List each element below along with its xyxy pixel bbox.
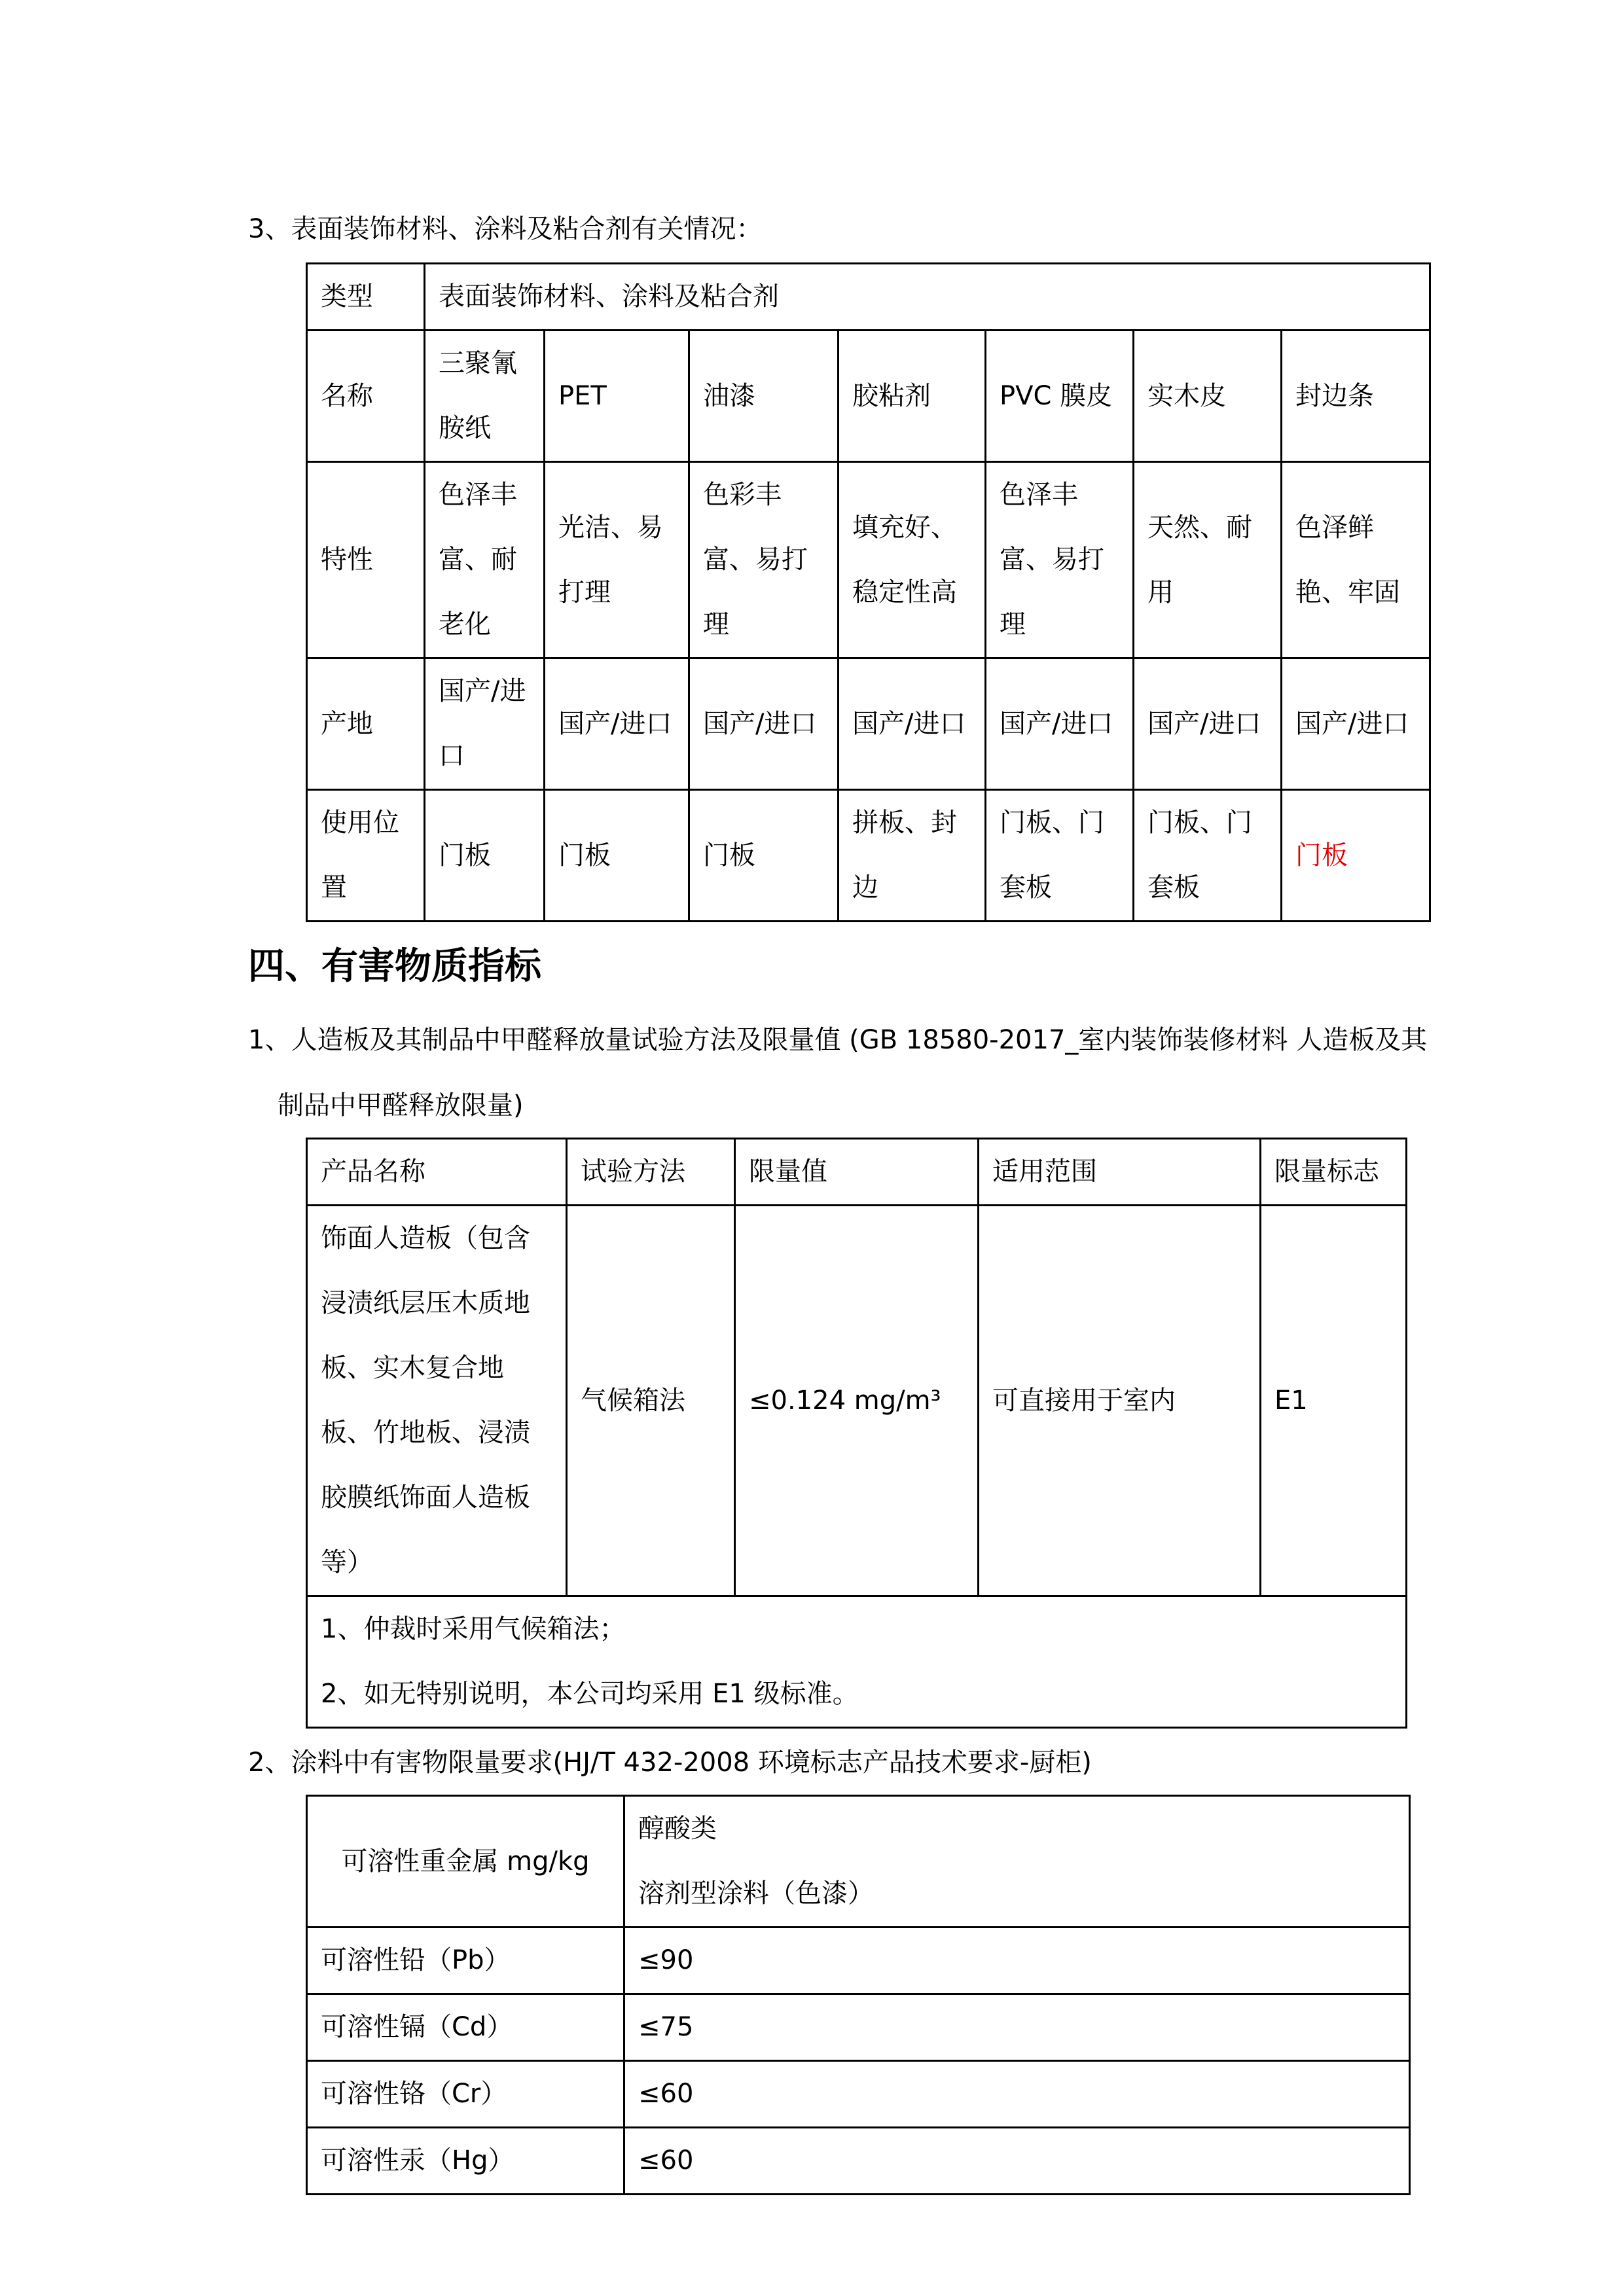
material-usage: 拼板、封边 xyxy=(839,790,986,922)
header-coating-type xyxy=(624,1796,1410,1928)
coating-class: 醇酸类 xyxy=(638,1814,717,1844)
header-row xyxy=(307,1796,1410,1928)
header-row xyxy=(307,1139,1407,1206)
materials-table xyxy=(306,262,1431,922)
material-feature: 天然、耐用 xyxy=(1134,462,1282,658)
type-label: 类型 xyxy=(307,264,425,331)
note-2: 2、如无特别说明，本公司均采用 E1 级标准。 xyxy=(321,1679,859,1709)
item-2-heading: 2、涂料中有害物限量要求(HJ/T 432-2008 环境标志产品技术要求-厨柜) xyxy=(248,1748,1092,1778)
section-3-heading: 3、表面装饰材料、涂料及粘合剂有关情况： xyxy=(248,214,763,244)
name-label: 名称 xyxy=(307,331,425,462)
material-origin: 国产/进口 xyxy=(545,658,689,790)
item-1-heading-cont: 制品中甲醛释放限量) xyxy=(278,1090,524,1121)
material-usage: 门板 xyxy=(545,790,689,922)
table-row xyxy=(307,1928,1410,1994)
header-scope: 适用范围 xyxy=(979,1139,1261,1206)
material-usage: 门板、门套板 xyxy=(1134,790,1282,922)
test-method: 气候箱法 xyxy=(567,1206,735,1596)
coating-subtype: 溶剂型涂料（色漆） xyxy=(638,1878,874,1909)
metal-name: 可溶性铅（Pb） xyxy=(307,1928,624,1994)
metal-name: 可溶性镉（Cd） xyxy=(307,1994,624,2061)
limit-mark: E1 xyxy=(1261,1206,1407,1596)
material-origin: 国产/进口 xyxy=(839,658,986,790)
material-feature: 光洁、易打理 xyxy=(545,462,689,658)
header-product-name: 产品名称 xyxy=(307,1139,567,1206)
material-feature: 色泽鲜艳、牢固 xyxy=(1282,462,1430,658)
material-name: PET xyxy=(545,331,689,462)
metal-limit: ≤75 xyxy=(624,1994,1410,2061)
scope: 可直接用于室内 xyxy=(979,1206,1261,1596)
table-row xyxy=(307,2128,1410,2195)
header-heavy-metal: 可溶性重金属 mg/kg xyxy=(307,1796,624,1928)
material-name: 三聚氰胺纸 xyxy=(425,331,545,462)
feature-label: 特性 xyxy=(307,462,425,658)
metal-limit: ≤90 xyxy=(624,1928,1410,1994)
table-row xyxy=(307,1994,1410,2061)
material-usage: 门板 xyxy=(425,790,545,922)
material-feature: 色泽丰富、耐老化 xyxy=(425,462,545,658)
note-1: 1、仲裁时采用气候箱法； xyxy=(321,1614,626,1644)
origin-label: 产地 xyxy=(307,658,425,790)
metal-limit: ≤60 xyxy=(624,2128,1410,2195)
metal-name: 可溶性汞（Hg） xyxy=(307,2128,624,2195)
table-row xyxy=(307,1206,1407,1596)
material-usage: 门板、门套板 xyxy=(986,790,1134,922)
usage-row xyxy=(307,790,1430,922)
section-4-title: 四、有害物质指标 xyxy=(248,945,541,988)
material-name: 封边条 xyxy=(1282,331,1430,462)
type-row xyxy=(307,264,1430,331)
item-1-heading: 1、人造板及其制品中甲醛释放量试验方法及限量值 (GB 18580-2017_室内装饰装修材料 人造板及其 xyxy=(248,1025,1428,1055)
material-name: 胶粘剂 xyxy=(839,331,986,462)
formaldehyde-table xyxy=(306,1138,1407,1729)
table-row xyxy=(307,2061,1410,2128)
material-feature: 色彩丰富、易打理 xyxy=(689,462,839,658)
type-value: 表面装饰材料、涂料及粘合剂 xyxy=(425,264,1430,331)
material-origin: 国产/进口 xyxy=(689,658,839,790)
product-name: 饰面人造板（包含浸渍纸层压木质地板、实木复合地板、竹地板、浸渍胶膜纸饰面人造板等） xyxy=(307,1206,567,1596)
origin-row xyxy=(307,658,1430,790)
name-row xyxy=(307,331,1430,462)
material-origin: 国产/进口 xyxy=(1134,658,1282,790)
material-name: 实木皮 xyxy=(1134,331,1282,462)
metal-name: 可溶性铬（Cr） xyxy=(307,2061,624,2128)
heavy-metal-table xyxy=(306,1795,1411,2195)
material-usage: 门板 xyxy=(1282,790,1430,922)
material-origin: 国产/进口 xyxy=(986,658,1134,790)
material-origin: 国产/进口 xyxy=(425,658,545,790)
metal-limit: ≤60 xyxy=(624,2061,1410,2128)
material-name: 油漆 xyxy=(689,331,839,462)
material-origin: 国产/进口 xyxy=(1282,658,1430,790)
material-usage: 门板 xyxy=(689,790,839,922)
material-feature: 填充好、稳定性高 xyxy=(839,462,986,658)
notes xyxy=(307,1596,1407,1728)
material-name: PVC 膜皮 xyxy=(986,331,1134,462)
notes-row xyxy=(307,1596,1407,1728)
header-mark: 限量标志 xyxy=(1261,1139,1407,1206)
limit-value: ≤0.124 mg/m³ xyxy=(735,1206,979,1596)
header-test-method: 试验方法 xyxy=(567,1139,735,1206)
material-feature: 色泽丰富、易打理 xyxy=(986,462,1134,658)
header-limit: 限量值 xyxy=(735,1139,979,1206)
feature-row xyxy=(307,462,1430,658)
usage-label: 使用位置 xyxy=(307,790,425,922)
